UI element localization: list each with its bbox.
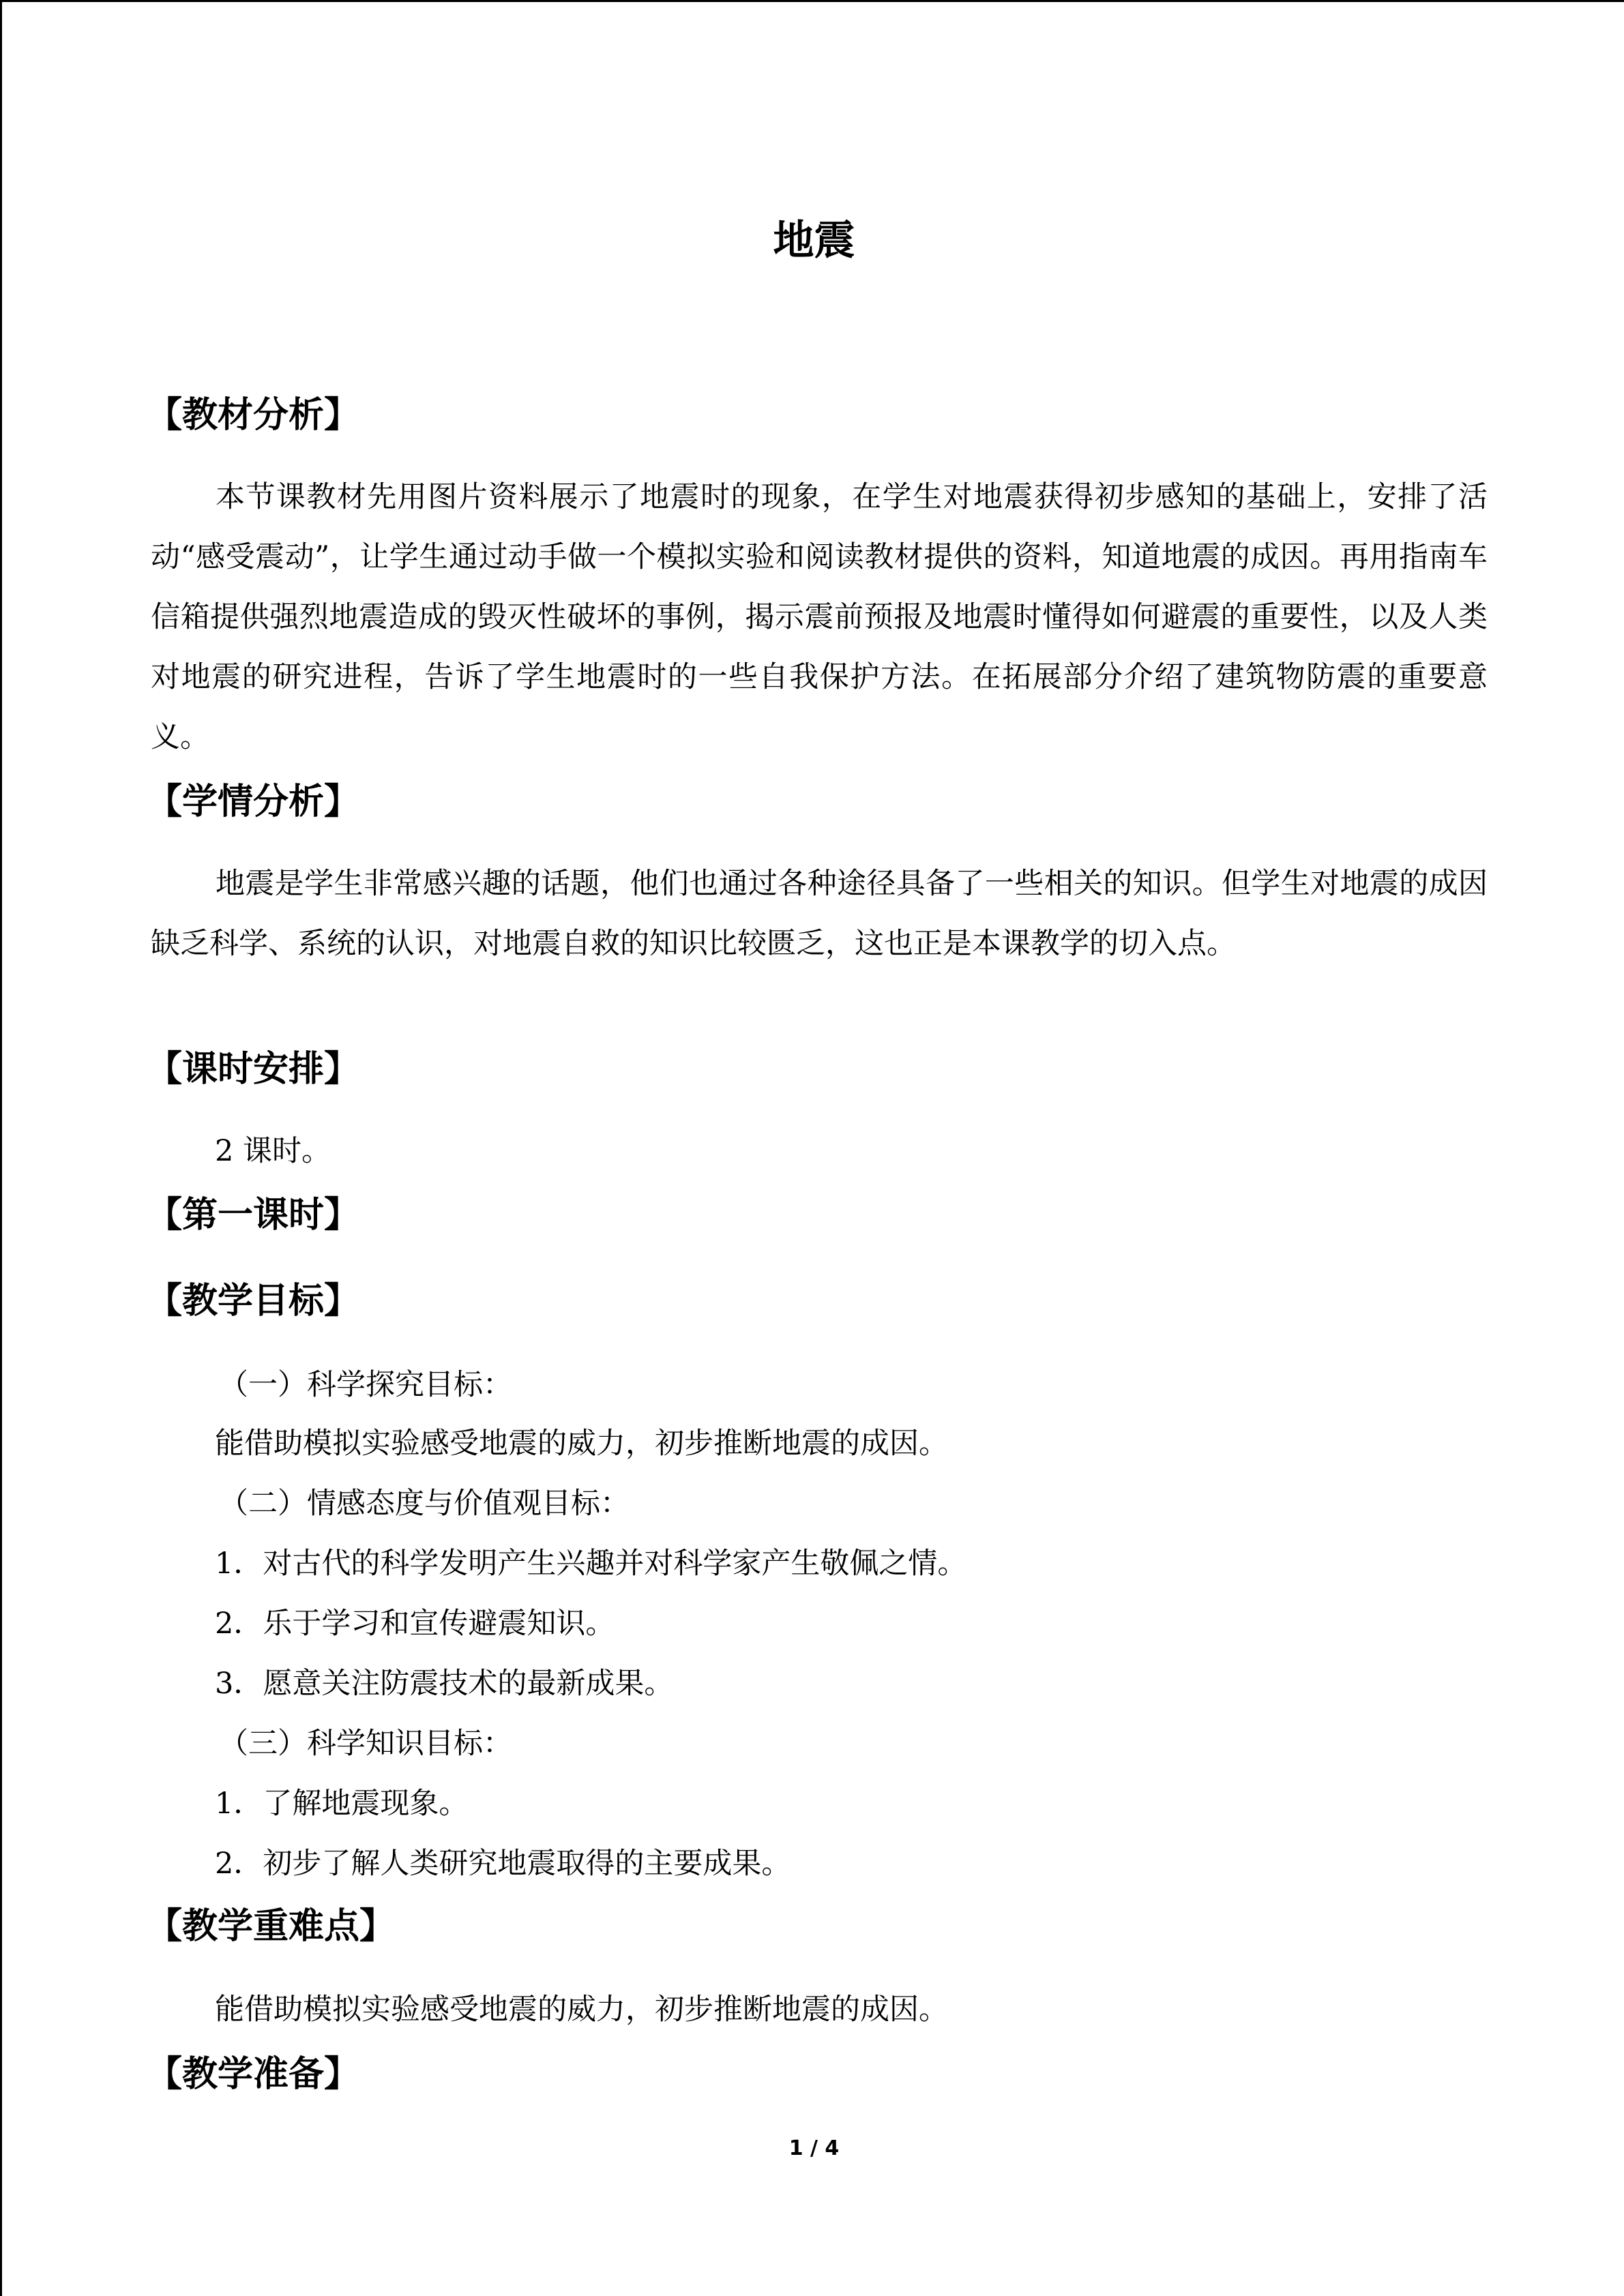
- heading-schedule: 【课时安排】: [147, 1049, 360, 1090]
- objective-line: （三）科学知识目标：: [219, 1727, 512, 1761]
- objective-line: 2．乐于学习和宣传避震知识。: [215, 1607, 615, 1641]
- heading-student-analysis: 【学情分析】: [147, 781, 360, 822]
- heading-first-lesson: 【第一课时】: [147, 1195, 360, 1236]
- objective-line: 3．愿意关注防震技术的最新成果。: [215, 1667, 674, 1701]
- paragraph-textbook-analysis: 本节课教材先用图片资料展示了地震时的现象，在学生对地震获得初步感知的基础上，安排了活动“感受震动”，让学生通过动手做一个模拟实验和阅读教材提供的资料，知道地震的成因。再用指南车信箱提供强烈地震造成的毁灭性破坏的事例，揭示震前预报及地震时懂得如何避震的重要性，以及人类对地震的研究进程，告诉了学生地震时的一些自我保护方法。在拓展部分介绍了建筑物防震的重要意义。: [151, 480, 1488, 754]
- page-number: 1 / 4: [788, 2136, 840, 2160]
- schedule-text: 2 课时。: [215, 1134, 331, 1168]
- objective-line: 1．对古代的科学发明产生兴趣并对科学家产生敬佩之情。: [215, 1547, 967, 1581]
- document-title: 地震: [773, 217, 855, 265]
- heading-key-points: 【教学重难点】: [147, 1906, 396, 1947]
- objective-line: （二）情感态度与价值观目标：: [219, 1487, 630, 1521]
- paragraph-student-analysis: 地震是学生非常感兴趣的话题，他们也通过各种途径具备了一些相关的知识。但学生对地震的成因缺乏科学、系统的认识，对地震自救的知识比较匮乏，这也正是本课教学的切入点。: [151, 867, 1488, 961]
- heading-preparation: 【教学准备】: [147, 2054, 360, 2095]
- key-points-text: 能借助模拟实验感受地震的威力，初步推断地震的成因。: [215, 1993, 948, 2027]
- objective-line: （一）科学探究目标：: [219, 1368, 512, 1402]
- objective-line: 1．了解地震现象。: [215, 1787, 469, 1821]
- objective-line: 2．初步了解人类研究地震取得的主要成果。: [215, 1847, 791, 1881]
- heading-textbook-analysis: 【教材分析】: [147, 395, 360, 436]
- objective-line: 能借助模拟实验感受地震的威力，初步推断地震的成因。: [215, 1427, 948, 1461]
- heading-objectives: 【教学目标】: [147, 1281, 360, 1322]
